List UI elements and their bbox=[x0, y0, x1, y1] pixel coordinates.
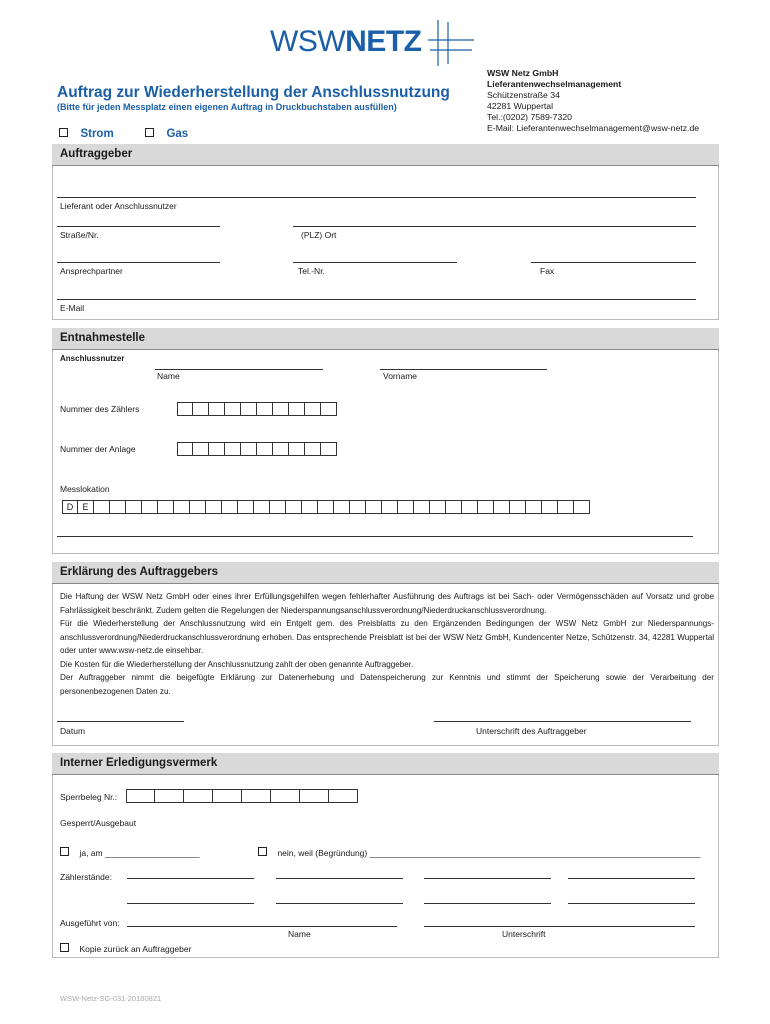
ja-checkbox[interactable] bbox=[60, 847, 69, 856]
wsw-netz-logo bbox=[270, 20, 475, 64]
zaehlerstaende-label: Zählerstände: bbox=[60, 872, 112, 882]
section-title: Erklärung des Auftraggebers bbox=[60, 566, 219, 578]
vorname-label: Vorname bbox=[383, 371, 418, 381]
ort-field[interactable] bbox=[293, 226, 696, 227]
strom-label: Strom bbox=[80, 128, 114, 140]
option-kopie[interactable] bbox=[60, 939, 191, 957]
ausgefuehrt-label: Ausgeführt von: bbox=[60, 918, 120, 928]
zaehlerstand-field-1[interactable] bbox=[127, 878, 254, 879]
tel-field[interactable] bbox=[293, 262, 457, 263]
address-street: Schützenstraße 34 bbox=[487, 90, 560, 100]
gesperrt-label: Gesperrt/Ausgebaut bbox=[60, 818, 137, 828]
form-footer-code: WSW-Netz-SG-031-20180821 bbox=[60, 994, 162, 1003]
form-subtitle: (Bitte für jeden Messplatz einen eigenen Auftrag in Druckbuchstaben ausfüllen) bbox=[57, 102, 397, 112]
logo-text-wsw: WSW bbox=[270, 25, 346, 58]
ausgefuehrt-name-label: Name bbox=[288, 929, 311, 939]
section-auftraggeber-header bbox=[52, 144, 719, 166]
ml-box-d: D bbox=[62, 500, 78, 514]
gas-label: Gas bbox=[166, 128, 189, 140]
address-city: 42281 Wuppertal bbox=[487, 101, 554, 111]
messlokation-boxes[interactable] bbox=[62, 500, 590, 514]
section-entnahmestelle-header bbox=[52, 328, 719, 350]
address-company: WSW Netz GmbH bbox=[487, 68, 559, 78]
zaehlerstand-field-6[interactable] bbox=[276, 903, 403, 904]
ml-box-e: E bbox=[78, 500, 94, 514]
kopie-checkbox[interactable] bbox=[60, 943, 69, 952]
section-erklaerung-header bbox=[52, 562, 719, 584]
ansprech-field[interactable] bbox=[57, 262, 220, 263]
erklaerung-p4: Der Auftraggeber nimmt die beigefügte Erklärung zur Datenerhebung und Datenspeicherung zur Kenntnis und stimmt der Speicherung sowie der Verarbeitung der personenbezogenen Daten zu. bbox=[60, 673, 714, 696]
tel-label: Tel.-Nr. bbox=[298, 266, 325, 276]
ort-label: (PLZ) Ort bbox=[301, 230, 337, 240]
zaehlerstand-field-8[interactable] bbox=[568, 903, 695, 904]
form-title: Auftrag zur Wiederherstellung der Anschlussnutzung bbox=[57, 84, 450, 101]
zaehlerstand-field-5[interactable] bbox=[127, 903, 254, 904]
ausgefuehrt-name-field[interactable] bbox=[127, 926, 397, 927]
address-tel: Tel.:(0202) 7589-7320 bbox=[487, 112, 573, 122]
fax-field[interactable] bbox=[531, 262, 696, 263]
entnahme-divider bbox=[57, 536, 693, 537]
zaehler-boxes[interactable] bbox=[177, 402, 337, 416]
erklaerung-p1: Die Haftung der WSW Netz GmbH oder eines ihrer Erfüllungsgehilfen wegen fehlerhafter Ausführung des Auftrags ist bei Sach- oder Vermögensschäden auf Vorsatz und grobe Fahrlässigkeit beschränkt. Zudem gelten die Regelungen der Niederspannungsanschlussverordnung/Niederdruckanschlussverordnung. bbox=[60, 592, 714, 615]
unterschrift-label: Unterschrift des Auftraggeber bbox=[476, 726, 587, 736]
gas-checkbox[interactable] bbox=[145, 128, 154, 137]
kopie-label: Kopie zurück an Auftraggeber bbox=[79, 944, 192, 954]
section-auftraggeber-frame bbox=[52, 166, 719, 320]
ja-label: ja, am ____________________ bbox=[79, 848, 200, 858]
option-strom[interactable] bbox=[59, 124, 114, 142]
zaehlerstand-field-2[interactable] bbox=[276, 878, 403, 879]
logo-text-netz: NETZ bbox=[345, 25, 422, 58]
anlage-boxes[interactable] bbox=[177, 442, 337, 456]
option-ja[interactable] bbox=[60, 843, 200, 861]
option-nein[interactable] bbox=[258, 843, 701, 861]
ausgefuehrt-unterschrift-label: Unterschrift bbox=[502, 929, 546, 939]
section-intern-header bbox=[52, 753, 719, 775]
zaehlerstand-field-7[interactable] bbox=[424, 903, 551, 904]
anschlussnutzer-label: Anschlussnutzer bbox=[60, 354, 125, 363]
nein-label: nein, weil (Begründung) ______________________________________________________________________ bbox=[277, 848, 701, 858]
section-title: Auftraggeber bbox=[60, 148, 133, 160]
erklaerung-p2: Für die Wiederherstellung der Anschlussnutzung wird ein Entgelt gem. des Preisblatts zu den Ergänzenden Bedingungen der WSW Netz GmbH zur Niederspannungs-anschlussverordnung/Niederdruckanschlussverordnung erhoben. Das entsprechende Preisblatt ist bei der WSW Netz GmbH, Kundencenter Netze, Schützenstr. 34, 42281 Wuppertal oder unter www.wsw-netz.de einsehbar. bbox=[60, 619, 714, 655]
ansprech-label: Ansprechpartner bbox=[60, 266, 123, 276]
datum-field[interactable] bbox=[57, 721, 184, 722]
sperrbeleg-label: Sperrbeleg Nr.: bbox=[60, 792, 118, 802]
strasse-field[interactable] bbox=[57, 226, 220, 227]
zaehler-label: Nummer des Zählers bbox=[60, 404, 140, 414]
section-title: Entnahmestelle bbox=[60, 332, 145, 344]
anlage-label: Nummer der Anlage bbox=[60, 444, 136, 454]
email-field[interactable] bbox=[57, 299, 696, 300]
unterschrift-field[interactable] bbox=[434, 721, 691, 722]
messlokation-label: Messlokation bbox=[60, 484, 110, 494]
erklaerung-p3: Die Kosten für die Wiederherstellung der Anschlussnutzung zahlt der oben genannte Auftraggeber. bbox=[60, 659, 414, 669]
erklaerung-text bbox=[60, 590, 714, 698]
address-dept: Lieferantenwechselmanagement bbox=[487, 79, 622, 89]
zaehlerstand-field-4[interactable] bbox=[568, 878, 695, 879]
name-label: Name bbox=[157, 371, 180, 381]
vorname-field[interactable] bbox=[380, 369, 547, 370]
lieferant-label: Lieferant oder Anschlussnutzer bbox=[60, 201, 177, 211]
strom-checkbox[interactable] bbox=[59, 128, 68, 137]
option-gas[interactable] bbox=[145, 124, 188, 142]
zaehlerstand-field-3[interactable] bbox=[424, 878, 551, 879]
lieferant-field[interactable] bbox=[57, 197, 696, 198]
logo-grid-icon bbox=[428, 20, 476, 66]
email-label: E-Mail bbox=[60, 303, 85, 313]
address-email: E-Mail: Lieferantenwechselmanagement@wsw-netz.de bbox=[487, 123, 700, 133]
ausgefuehrt-unterschrift-field[interactable] bbox=[424, 926, 695, 927]
fax-label: Fax bbox=[540, 266, 555, 276]
datum-label: Datum bbox=[60, 726, 86, 736]
sperrbeleg-boxes[interactable] bbox=[126, 789, 358, 803]
strasse-label: Straße/Nr. bbox=[60, 230, 99, 240]
nein-checkbox[interactable] bbox=[258, 847, 267, 856]
name-field[interactable] bbox=[155, 369, 323, 370]
section-title: Interner Erledigungsvermerk bbox=[60, 757, 218, 769]
company-address bbox=[487, 68, 699, 134]
